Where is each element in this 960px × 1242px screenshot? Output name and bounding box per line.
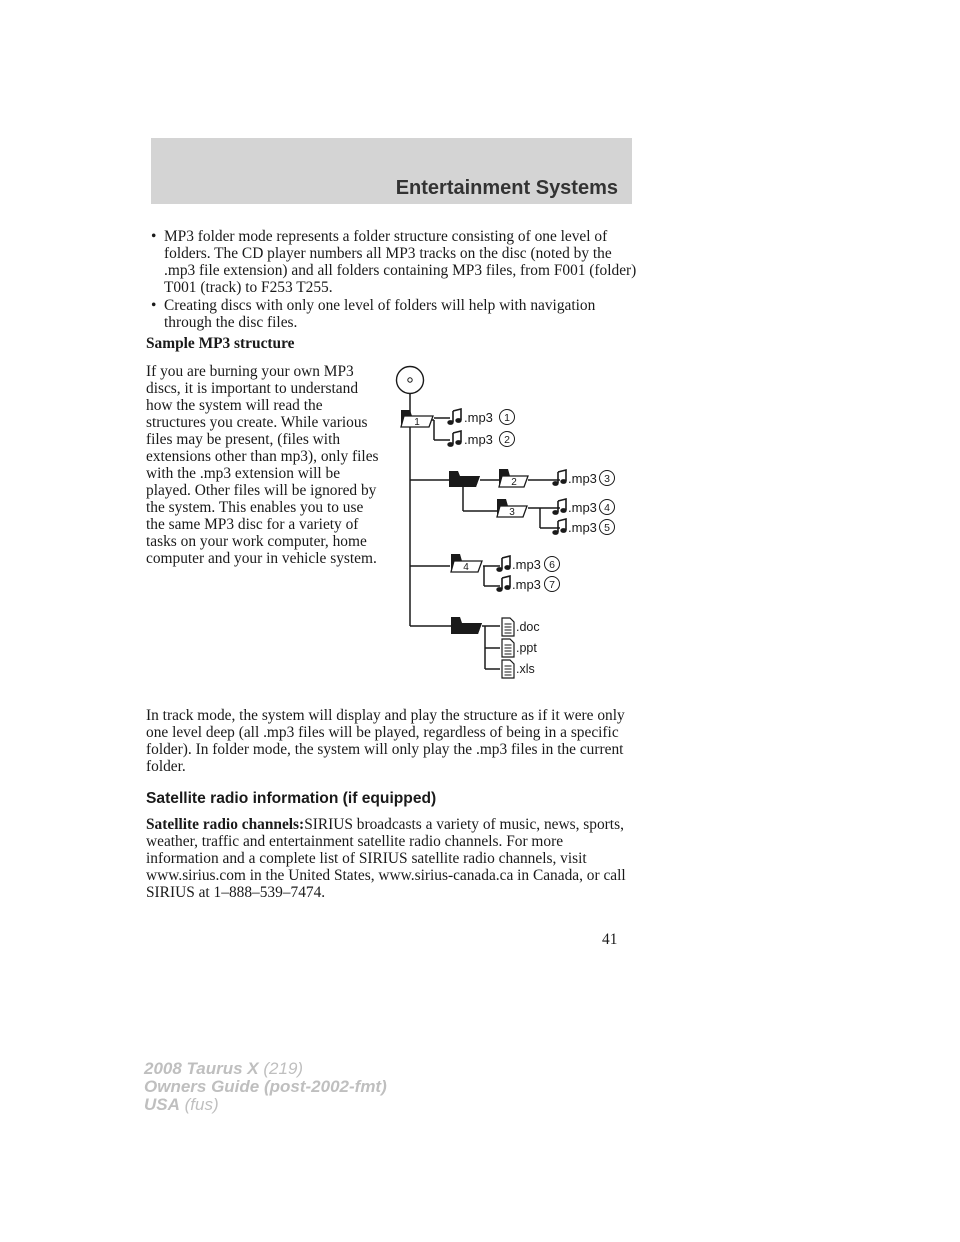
- bullet-icon: •: [151, 297, 157, 314]
- bullet-line1: Creating discs with only one level of folders will help with navigation: [164, 297, 596, 314]
- folder-number: 3: [509, 507, 515, 518]
- music-note-icon: [496, 576, 510, 592]
- footer-code: (219): [263, 1059, 304, 1078]
- satellite-paragraph: [146, 816, 630, 901]
- satellite-label: Satellite radio channels:: [146, 816, 305, 833]
- file-extension: .mp3: [512, 557, 541, 572]
- other-file: [502, 660, 535, 678]
- mp3-file: [447, 409, 514, 425]
- music-note-icon: [552, 519, 566, 535]
- footer-model: 2008 Taurus X: [144, 1059, 259, 1078]
- file-extension: .xls: [516, 662, 535, 676]
- folder-icon: [451, 617, 482, 634]
- folder-number: 1: [414, 417, 420, 428]
- music-note-icon: [447, 431, 461, 447]
- folder-icon: [499, 469, 528, 488]
- music-note-icon: [447, 409, 461, 425]
- folder-number: 2: [511, 477, 517, 488]
- mp3-file: [552, 499, 614, 515]
- track-number: 5: [604, 522, 610, 534]
- bullet-text: of folders. The CD player numbers all MP3 tracks on the disc (noted by the .mp3 file extension) and all folders containing MP3 files, from F001 (folder) T001 (track) to F253 T255.: [164, 228, 637, 296]
- satellite-text: SIRIUS broadcasts a variety of music, news, sports, weather, traffic and entertainment satellite radio channels. For more information and a complete list of SIRIUS satellite radio channels, visit www.sirius.com in the United States, www.sirius-canada.ca in Canada, or call SIRIUS at 1–888–539–7474.: [146, 816, 626, 901]
- track-number: 7: [549, 579, 555, 591]
- bullet-icon: •: [151, 228, 157, 245]
- folder-icon: [497, 499, 527, 518]
- track-number: 1: [504, 412, 510, 424]
- sample-paragraph: If you are burning your own MP3 discs, it is important to understand how the system will read the structures you create. While various files may be present, (files with extensions other than mp3), only files with the .mp3 extension will be played. Other files will be ignored by the system. This enables you to use the same MP3 disc for a variety of tasks on your work computer, home computer and your in vehicle system.: [146, 363, 379, 567]
- file-extension: .mp3: [512, 577, 541, 592]
- cd-disc-icon: [397, 367, 424, 394]
- footer: [144, 1060, 387, 1114]
- section-title: Entertainment Systems: [395, 177, 618, 199]
- document-icon: [502, 660, 514, 678]
- file-extension: .mp3: [568, 471, 597, 486]
- satellite-heading: Satellite radio information (if equipped): [146, 790, 437, 807]
- page-number: 41: [602, 931, 618, 948]
- other-file: [502, 618, 540, 636]
- track-number: 2: [504, 434, 510, 446]
- folder-icon: [401, 410, 433, 428]
- track-mode-paragraph: In track mode, the system will display and play the structure as if it were only one level deep (all .mp3 files will be played, regardless of being in a specific folder). In folder mode, the system will only play the .mp3 files in the current folder.: [146, 707, 625, 775]
- folder-icon: [449, 471, 480, 487]
- music-note-icon: [496, 556, 510, 572]
- mp3-file: [552, 519, 614, 535]
- mp3-file: [496, 576, 559, 592]
- folder-number: 4: [463, 562, 469, 573]
- mp3-file: [552, 470, 614, 486]
- file-extension: .ppt: [516, 641, 537, 655]
- bullet-text: through the disc files.: [164, 314, 298, 331]
- mp3-file: [496, 556, 559, 572]
- file-extension: .mp3: [464, 410, 493, 425]
- bullet-line1: MP3 folder mode represents a folder structure consisting of one level: [164, 228, 591, 245]
- footer-market-code: (fus): [184, 1095, 219, 1114]
- other-file: [502, 639, 537, 657]
- mp3-file: [447, 431, 514, 447]
- document-icon: [502, 639, 514, 657]
- folder-icon: [451, 554, 482, 573]
- track-number: 3: [604, 473, 610, 485]
- file-extension: .mp3: [568, 520, 597, 535]
- file-extension: .mp3: [464, 432, 493, 447]
- music-note-icon: [552, 499, 566, 515]
- footer-market: USA: [144, 1095, 180, 1114]
- file-extension: .doc: [516, 620, 540, 634]
- footer-guide: Owners Guide (post-2002-fmt): [144, 1077, 387, 1096]
- document-icon: [502, 618, 514, 636]
- music-note-icon: [552, 470, 566, 486]
- file-extension: .mp3: [568, 500, 597, 515]
- track-number: 4: [604, 502, 610, 514]
- sample-heading: Sample MP3 structure: [146, 335, 295, 352]
- track-number: 6: [549, 559, 555, 571]
